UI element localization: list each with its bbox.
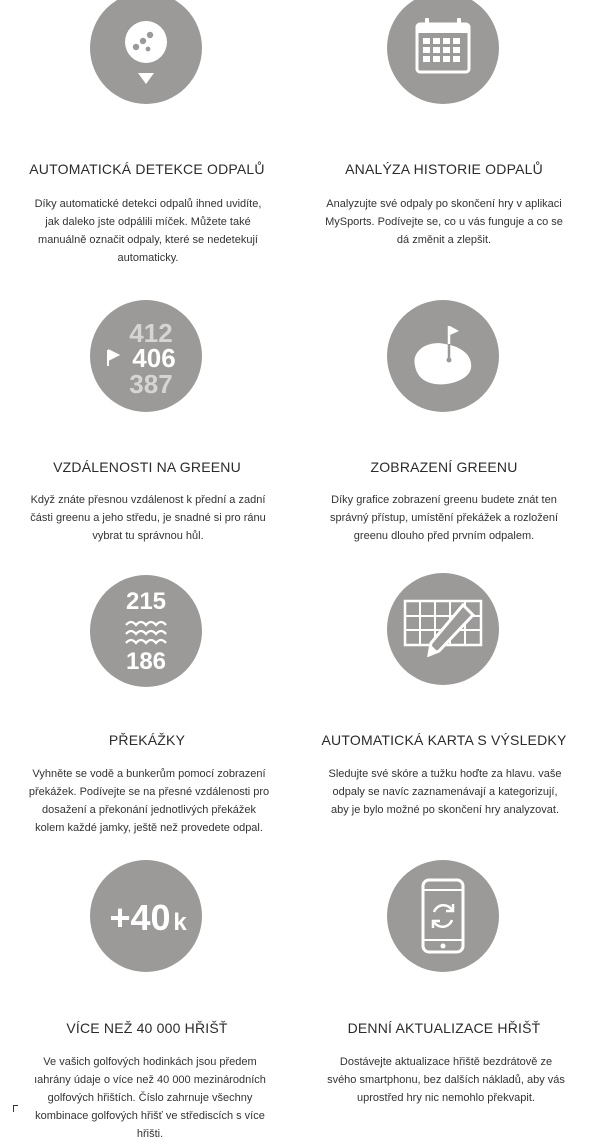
feature-desc: Analyzujte své odpaly po skončení hry v aplikaci MySports. Podívejte se, co u vás funguje a co se dá změnit a zlepšit. bbox=[325, 198, 563, 246]
feature-green-view bbox=[297, 300, 589, 570]
feature-desc: Ve vašich golfových hodinkách jsou předem ıahrány údaje o více než 40 000 mezinárodních golfových hřištích. Číslo zahrnuje všechny kombinace golfových hřišť ve střediscích s více hřišti. bbox=[34, 1056, 266, 1140]
feature-auto-scorecard bbox=[297, 575, 589, 845]
feature-title: ANALÝZA HISTORIE ODPALŮ bbox=[345, 161, 543, 177]
feature-auto-shot-detection bbox=[0, 0, 294, 290]
feature-desc: Díky automatické detekci odpalů ihned uvidíte, jak daleko jste odpálili míček. Můžete také manuálně označit odpaly, které se nedetekují automaticky. bbox=[34, 198, 262, 264]
feature-daily-updates bbox=[297, 860, 589, 1146]
feature-desc: Vyhněte se vodě a bunkerům pomocí zobrazení překážek. Podívejte se na přesné vzdálenosti pro dosažení a překonání jednotlivých překážek kolem každé jamky, ještě než provedete odpal. bbox=[28, 768, 270, 834]
feature-title: AUTOMATICKÁ DETEKCE ODPALŮ bbox=[29, 161, 265, 177]
feature-title: PŘEKÁŽKY bbox=[108, 732, 186, 748]
distance-back: 412 bbox=[129, 318, 173, 348]
green-distances-icon bbox=[90, 300, 202, 412]
courses-count-number: +40 bbox=[109, 897, 171, 938]
corner-mark bbox=[13, 1105, 18, 1112]
feature-title: AUTOMATICKÁ KARTA S VÝSLEDKY bbox=[321, 732, 567, 748]
feature-green-distances bbox=[0, 300, 294, 570]
feature-shot-history bbox=[297, 0, 589, 290]
distance-front: 387 bbox=[129, 369, 173, 399]
feature-desc: Když znáte přesnou vzdálenost k přední a zadní části greenu a jeho středu, je snadné si pro ránu vybrat tu správnou hůl. bbox=[30, 494, 266, 542]
hazard-distance-near: 186 bbox=[125, 648, 167, 675]
feature-courses-count bbox=[0, 860, 294, 1146]
hazard-distance-far: 215 bbox=[125, 588, 167, 615]
distance-middle: 406 bbox=[132, 343, 176, 373]
feature-title: VZDÁLENOSTI NA GREENU bbox=[53, 459, 241, 475]
feature-title: DENNÍ AKTUALIZACE HŘIŠŤ bbox=[347, 1020, 541, 1036]
feature-hazards bbox=[0, 575, 294, 845]
scorecard-pencil-icon bbox=[387, 573, 499, 685]
feature-title: VÍCE NEŽ 40 000 HŘIŠŤ bbox=[66, 1020, 228, 1036]
courses-count-icon bbox=[90, 860, 202, 972]
golf-ball-pin-icon bbox=[90, 0, 202, 104]
courses-count-suffix: k bbox=[173, 909, 187, 936]
feature-desc: Dostávejte aktualizace hřiště bezdrátově ze svého smartphonu, bez dalších nákladů, aby vás uprostřed hry nic nemohlo překvapit. bbox=[327, 1056, 565, 1104]
feature-title: ZOBRAZENÍ GREENU bbox=[370, 459, 518, 475]
feature-desc: Sledujte své skóre a tužku hoďte za hlavu. vaše odpaly se navíc zaznamenávají a kategorizují, aby je bylo možné po skončení hry analyzovat. bbox=[328, 768, 562, 816]
feature-desc: Díky grafice zobrazení greenu budete znát ten správný přístup, umístění překážek a rozložení greenu dlouho před prvním odpalem. bbox=[329, 494, 559, 542]
green-flag-icon bbox=[387, 300, 499, 412]
hazard-water-icon bbox=[90, 575, 202, 687]
calendar-icon bbox=[387, 0, 499, 104]
phone-sync-icon bbox=[387, 860, 499, 972]
